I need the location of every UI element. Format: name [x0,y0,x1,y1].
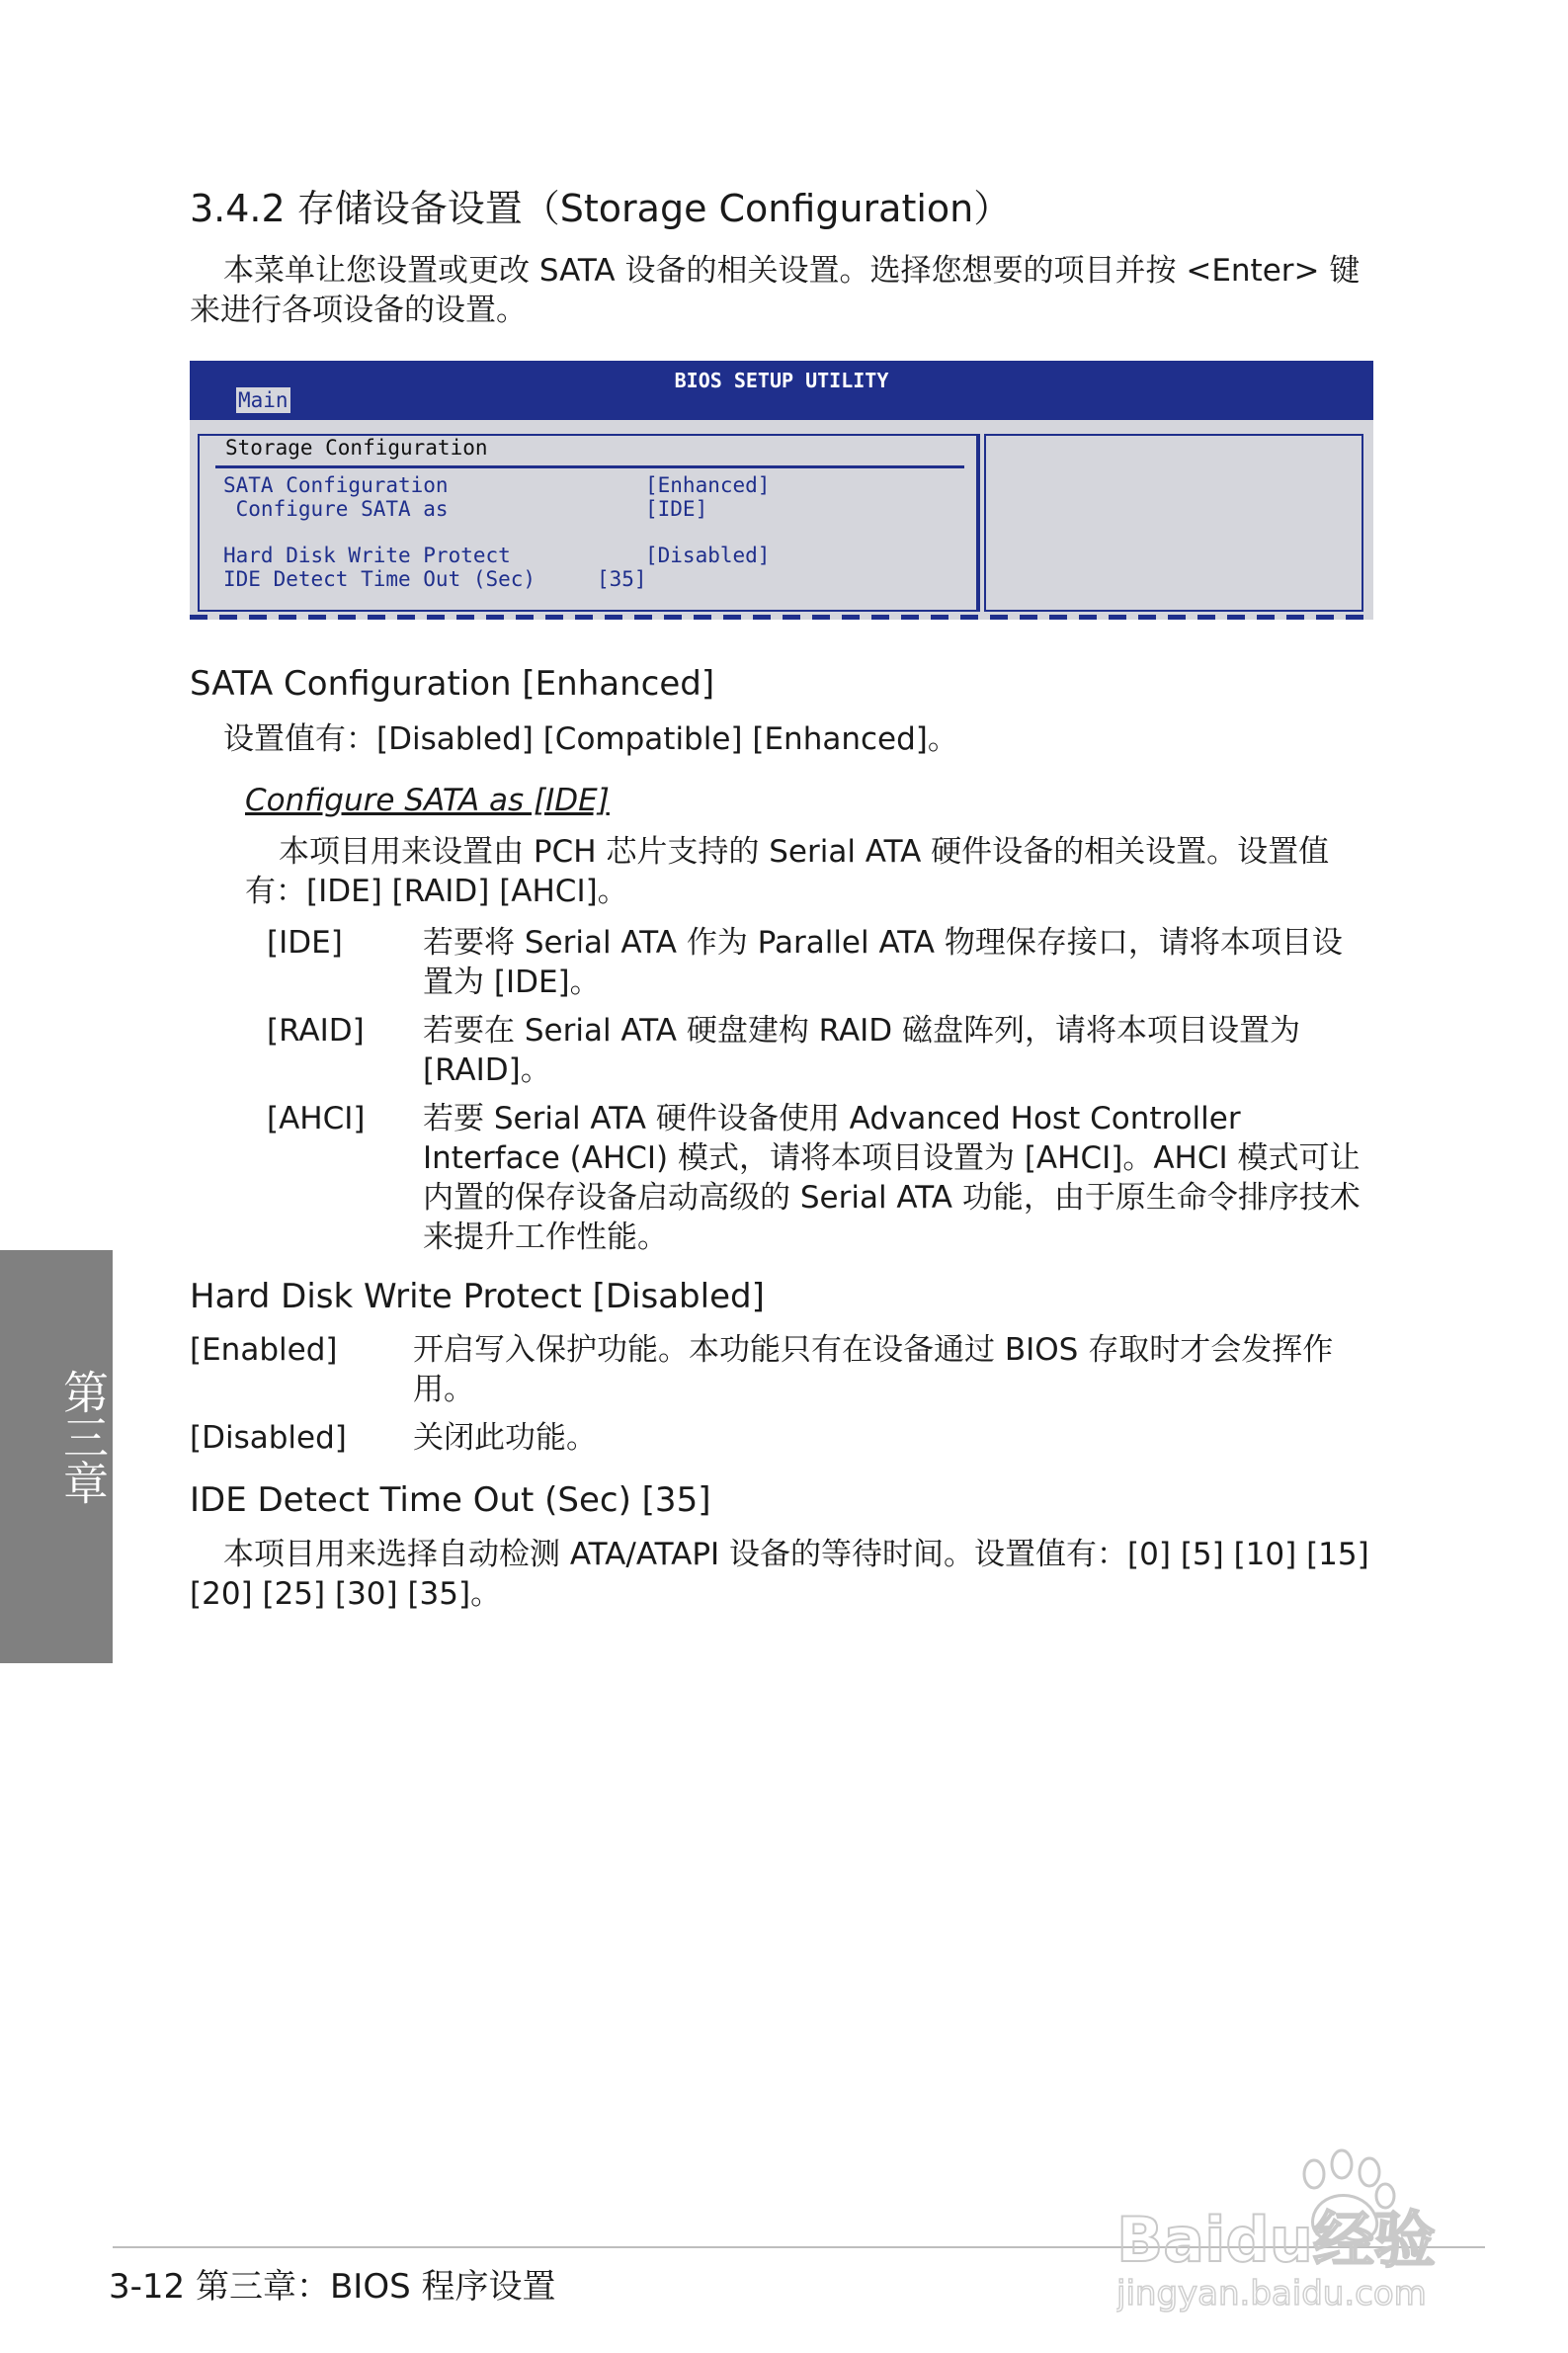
intro-paragraph: 本菜单让您设置或更改 SATA 设备的相关设置。选择您想要的项目并按 <Enter> 键来进行各项设备的设置。 [190,253,1361,328]
option-ide-term: [IDE] [267,925,343,961]
option-ahci-term: [AHCI] [267,1101,366,1136]
bios-pane-divider [976,434,980,612]
bios-help-pane [984,434,1363,612]
hdwp-enabled-term: [Enabled] [190,1332,338,1368]
option-ide-desc: 若要将 Serial ATA 作为 Parallel ATA 物理保存接口，请将本项目设置为 [IDE]。 [423,925,1343,1000]
chapter-side-label: 第三章 [56,1369,110,1505]
hdwp-heading: Hard Disk Write Protect [Disabled] [190,1277,765,1316]
option-raid-desc: 若要在 Serial ATA 硬盘建构 RAID 磁盘阵列，请将本项目设置为 [RAID]。 [423,1013,1301,1088]
bios-tab-main[interactable]: Main [238,388,289,412]
configure-sata-heading: Configure SATA as [IDE] [245,783,610,818]
sata-config-values: 设置值有：[Disabled] [Compatible] [Enhanced]。 [223,721,958,757]
bios-item-sata-config-value[interactable]: [Enhanced] [645,473,771,497]
baidu-watermark-logo [1116,2135,1502,2312]
bios-item-hdwp-label[interactable]: Hard Disk Write Protect [223,544,511,567]
bios-header-bar [190,361,1373,420]
footer-page-label: 3-12 第三章：BIOS 程序设置 [109,2267,556,2307]
bios-heading-rule [215,465,964,468]
hdwp-disabled-desc: 关闭此功能。 [413,1420,597,1456]
bios-item-configure-sata-value[interactable]: [IDE] [645,497,708,521]
bios-screen [190,361,1373,620]
ide-timeout-heading: IDE Detect Time Out (Sec) [35] [190,1480,711,1520]
chapter-side-tab [0,1250,113,1663]
configure-sata-desc: 本项目用来设置由 PCH 芯片支持的 Serial ATA 硬件设备的相关设置。设置值有：[IDE] [RAID] [AHCI]。 [245,834,1330,909]
section-title: 3.4.2 存储设备设置（Storage Configuration） [190,187,1012,230]
hdwp-enabled-desc: 开启写入保护功能。本功能只有在设备通过 BIOS 存取时才会发挥作用。 [413,1332,1334,1407]
bios-item-ide-timeout-value[interactable]: [35] [597,567,647,591]
bios-title: BIOS SETUP UTILITY [674,369,889,392]
bios-item-sata-config-label[interactable]: SATA Configuration [223,473,449,497]
bios-item-ide-timeout-label[interactable]: IDE Detect Time Out (Sec) [223,567,536,591]
watermark-brand: Baidu经验 [1116,2204,1436,2276]
option-ahci-desc: 若要 Serial ATA 硬件设备使用 Advanced Host Controller Interface (AHCI) 模式，请将本项目设置为 [AHCI]。AHCI 模式可让内置的保存设备启动高级的 Serial ATA 功能，由于原生命令排序技术来提升工作性能。 [423,1101,1361,1255]
option-raid-term: [RAID] [267,1013,365,1049]
ide-timeout-desc: 本项目用来选择自动检测 ATA/ATAPI 设备的等待时间。设置值有：[0] [5] [10] [15] [20] [25] [30] [35]。 [190,1537,1369,1612]
watermark-url: jingyan.baidu.com [1116,2274,1427,2312]
bios-heading: Storage Configuration [225,436,488,460]
hdwp-disabled-term: [Disabled] [190,1420,347,1456]
bios-bottom-dashes [190,615,1373,620]
bios-item-hdwp-value[interactable]: [Disabled] [645,544,771,567]
bios-item-configure-sata-label[interactable]: Configure SATA as [223,497,449,521]
sata-config-heading: SATA Configuration [Enhanced] [190,664,715,704]
